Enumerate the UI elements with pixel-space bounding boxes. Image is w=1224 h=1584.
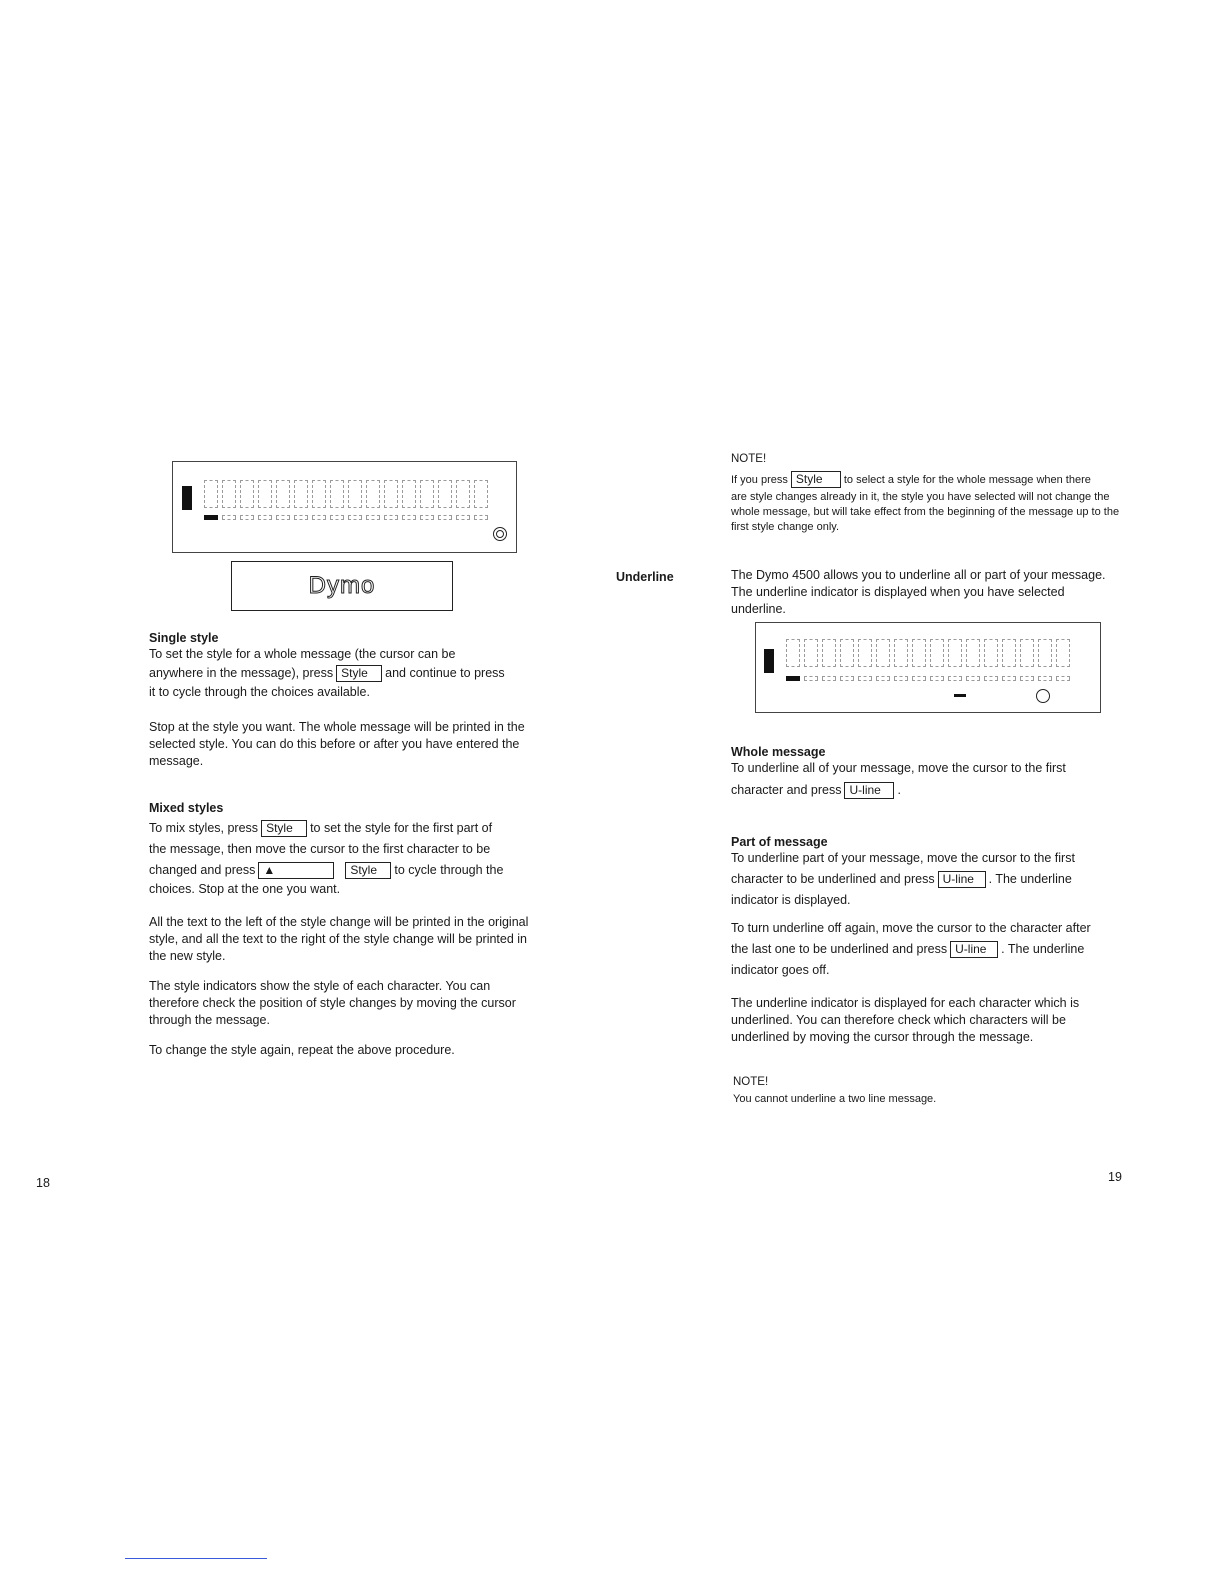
note-line1	[731, 471, 1121, 488]
character-cell	[930, 639, 944, 667]
character-cell	[276, 480, 290, 508]
whole-message-line2	[731, 780, 1121, 801]
style-indicators	[204, 515, 488, 520]
character-cell	[204, 480, 218, 508]
character-cell	[438, 480, 452, 508]
character-cell	[312, 480, 326, 508]
part-of-message-line3: indicator is displayed.	[731, 893, 851, 907]
double-circle-icon	[493, 527, 507, 541]
circle-icon	[1036, 689, 1050, 703]
text-fragment: changed and press	[149, 863, 256, 877]
style-indicator	[912, 676, 926, 681]
single-style-line3: it to cycle through the choices available.	[149, 685, 370, 699]
character-cell	[294, 480, 308, 508]
character-cell	[984, 639, 998, 667]
style-indicator	[258, 515, 272, 520]
character-cell	[840, 639, 854, 667]
character-cell	[912, 639, 926, 667]
style-indicator-active	[204, 515, 218, 520]
style-indicator	[822, 676, 836, 681]
style-indicator	[420, 515, 434, 520]
note-title: NOTE!	[731, 453, 767, 465]
character-cell	[1056, 639, 1070, 667]
style-indicator	[348, 515, 362, 520]
cursor-block	[182, 486, 192, 510]
text-fragment: to cycle through the	[394, 863, 504, 877]
style-indicator	[312, 515, 326, 520]
character-cell	[402, 480, 416, 508]
mixed-styles-section	[149, 800, 549, 898]
style-indicator	[294, 515, 308, 520]
note-underline-section	[733, 1075, 1113, 1107]
character-cell	[384, 480, 398, 508]
character-cell	[474, 480, 488, 508]
character-cell	[1020, 639, 1034, 667]
single-style-line2	[149, 663, 549, 684]
underline-off-line1: To turn underline off again, move the cursor to the character after	[731, 921, 1091, 935]
mixed-styles-line4: choices. Stop at the one you want.	[149, 882, 341, 896]
whole-message-heading: Whole message	[731, 745, 826, 759]
style-indicator	[222, 515, 236, 520]
style-indicator-active	[786, 676, 800, 681]
style-key[interactable]: Style	[791, 471, 841, 488]
underline-section-heading: Underline	[616, 570, 674, 584]
style-indicator	[240, 515, 254, 520]
text-fragment: character and press	[731, 783, 842, 797]
character-cell	[876, 639, 890, 667]
style-indicator	[1056, 676, 1070, 681]
footer-link-underline	[125, 1558, 267, 1559]
u-line-key[interactable]: U-line	[950, 941, 998, 958]
single-style-section	[149, 630, 549, 701]
underline-indicator-paragraph: The underline indicator is displayed for each character which is underlined. You can therefore check which characters will be underlined by moving the cursor through the message.	[731, 996, 1080, 1044]
cursor-block	[764, 649, 774, 673]
note-style-section	[731, 452, 1121, 535]
character-cell	[240, 480, 254, 508]
up-arrow-key[interactable]: ▲	[258, 862, 334, 879]
character-cell	[966, 639, 980, 667]
single-style-heading: Single style	[149, 631, 219, 645]
mixed-styles-line2: the message, then move the cursor to the first character to be	[149, 842, 491, 856]
text-fragment: . The underline	[1001, 942, 1085, 956]
part-of-message-heading: Part of message	[731, 835, 828, 849]
style-indicator	[456, 515, 470, 520]
u-line-key[interactable]: U-line	[938, 871, 986, 888]
text-fragment: If you press	[731, 474, 788, 486]
u-line-key[interactable]: U-line	[844, 782, 894, 799]
whole-message-line1: To underline all of your message, move the cursor to the first	[731, 761, 1066, 775]
text-fragment: to select a style for the whole message when there	[843, 474, 1091, 486]
style-indicator	[1020, 676, 1034, 681]
text-fragment: . The underline	[988, 872, 1072, 886]
underline-off-section	[731, 918, 1123, 981]
character-cell	[894, 639, 908, 667]
style-indicator	[840, 676, 854, 681]
style-key[interactable]: Style	[345, 862, 391, 879]
page-number-left: 18	[36, 1176, 50, 1190]
text-fragment: and continue to press	[385, 666, 505, 680]
text-fragment: To mix styles, press	[149, 821, 259, 835]
text-fragment: .	[897, 783, 901, 797]
style-key[interactable]: Style	[261, 820, 307, 837]
character-cells	[204, 480, 488, 508]
style-key[interactable]: Style	[336, 665, 382, 682]
character-cells	[786, 639, 1070, 667]
style-indicator	[402, 515, 416, 520]
mixed-styles-paragraph4: To change the style again, repeat the above procedure.	[149, 1043, 455, 1057]
character-cell	[1038, 639, 1052, 667]
style-indicator	[384, 515, 398, 520]
lcd-display-underline	[755, 622, 1101, 713]
character-cell	[420, 480, 434, 508]
note-text: You cannot underline a two line message.	[733, 1093, 937, 1105]
character-cell	[258, 480, 272, 508]
whole-message-section	[731, 744, 1121, 801]
style-indicators	[786, 676, 1070, 681]
character-cell	[822, 639, 836, 667]
lcd-display-style	[172, 461, 517, 553]
character-cell	[858, 639, 872, 667]
part-of-message-line2	[731, 869, 1123, 890]
character-cell	[222, 480, 236, 508]
single-style-line1: To set the style for a whole message (the cursor can be	[149, 647, 456, 661]
mixed-styles-line3	[149, 860, 549, 881]
single-style-paragraph2: Stop at the style you want. The whole message will be printed in the selected style. You can do this before or after you have entered the message.	[149, 720, 525, 768]
text-fragment: anywhere in the message), press	[149, 666, 334, 680]
style-indicator	[930, 676, 944, 681]
style-indicator	[894, 676, 908, 681]
mixed-styles-paragraph2: All the text to the left of the style change will be printed in the original style, and all the text to the right of the style change will be printed in the new style.	[149, 915, 529, 963]
mixed-styles-paragraph3: The style indicators show the style of each character. You can therefore check the position of style changes by moving the cursor through the message.	[149, 979, 516, 1027]
style-indicator	[804, 676, 818, 681]
style-indicator	[438, 515, 452, 520]
character-cell	[1002, 639, 1016, 667]
underline-off-line2	[731, 939, 1123, 960]
note-title: NOTE!	[733, 1076, 769, 1088]
character-cell	[948, 639, 962, 667]
character-cell	[366, 480, 380, 508]
part-of-message-section	[731, 834, 1123, 911]
style-indicator	[474, 515, 488, 520]
character-cell	[348, 480, 362, 508]
text-fragment: character to be underlined and press	[731, 872, 935, 886]
character-cell	[786, 639, 800, 667]
mixed-styles-line1	[149, 818, 549, 839]
note-line2: are style changes already in it, the style you have selected will not change the whole message, but will take effect from the beginning of the message up to the first style change only.	[731, 491, 1120, 533]
dymo-style-sample	[231, 561, 453, 611]
character-cell	[804, 639, 818, 667]
character-cell	[456, 480, 470, 508]
mixed-styles-heading: Mixed styles	[149, 801, 224, 815]
style-indicator	[1038, 676, 1052, 681]
dymo-sample-text: Dymo	[308, 572, 376, 599]
part-of-message-line1: To underline part of your message, move the cursor to the first	[731, 851, 1075, 865]
style-indicator	[366, 515, 380, 520]
character-cell	[330, 480, 344, 508]
underline-off-line3: indicator goes off.	[731, 963, 830, 977]
style-indicator	[984, 676, 998, 681]
text-fragment: to set the style for the first part of	[310, 821, 493, 835]
style-indicator	[1002, 676, 1016, 681]
style-indicator	[948, 676, 962, 681]
style-indicator	[276, 515, 290, 520]
style-indicator	[858, 676, 872, 681]
style-indicator	[876, 676, 890, 681]
text-fragment: the last one to be underlined and press	[731, 942, 948, 956]
style-indicator	[966, 676, 980, 681]
underline-intro: The Dymo 4500 allows you to underline all or part of your message. The underline indicator is displayed when you have selected underline.	[731, 568, 1106, 616]
style-indicator	[330, 515, 344, 520]
page-number-right: 19	[1108, 1170, 1122, 1184]
underline-indicator-icon	[954, 694, 966, 697]
